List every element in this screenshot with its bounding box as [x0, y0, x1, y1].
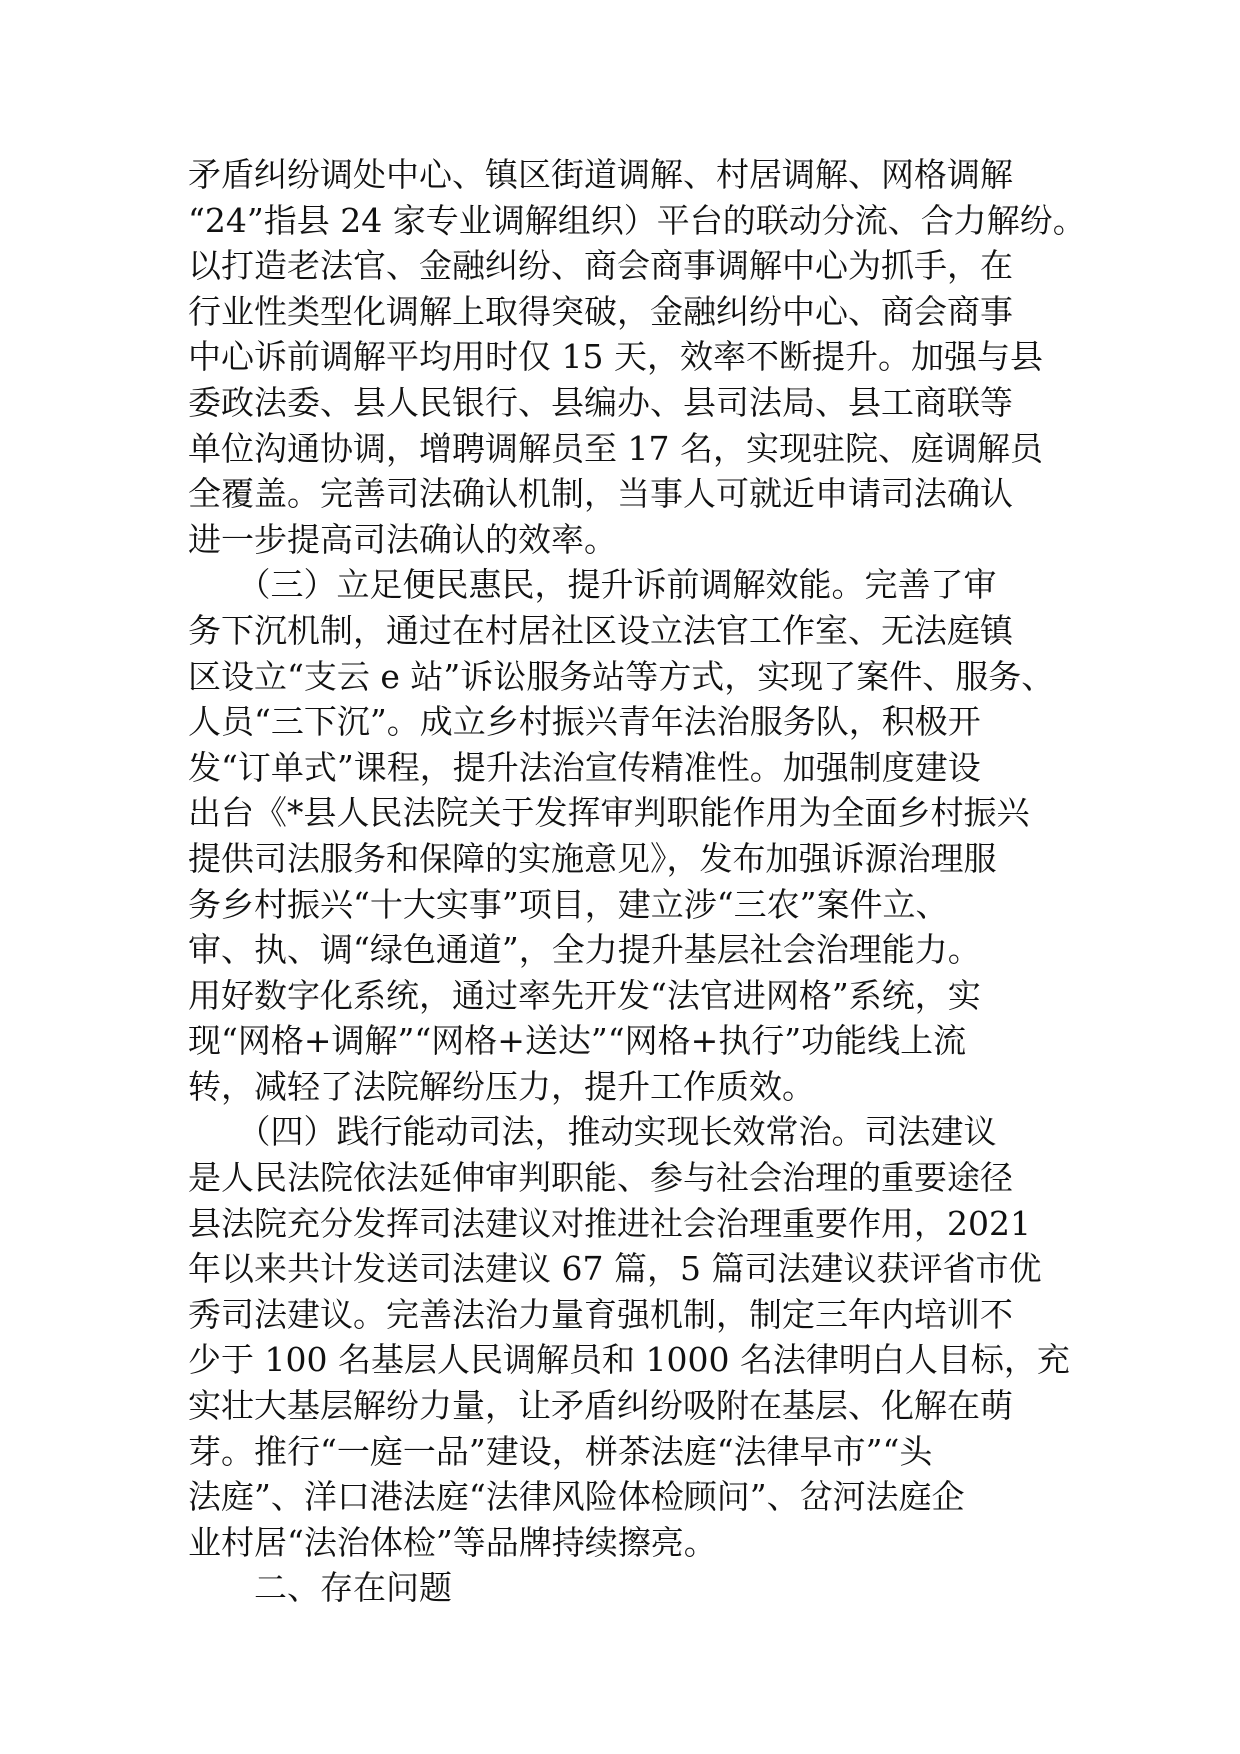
- text-line: 现“网格+调解”“网格+送达”“网格+执行”功能线上流: [188, 1021, 967, 1061]
- text-line: 法庭”、洋口港法庭“法律风险体检顾问”、岔河法庭企: [188, 1477, 965, 1517]
- text-line: 是人民法院依法延伸审判职能、参与社会治理的重要途径: [188, 1158, 1013, 1198]
- section-heading-problems: 二、存在问题: [188, 1568, 452, 1608]
- text-line: 实壮大基层解纷力量，让矛盾纠纷吸附在基层、化解在萌: [188, 1386, 1013, 1426]
- section-heading-4: （四）践行能动司法，推动实现长效常治。司法建议: [188, 1112, 997, 1152]
- text-line: 用好数字化系统，通过率先开发“法官进网格”系统，实: [188, 975, 981, 1015]
- text-line: “24”指县 24 家专业调解组织）平台的联动分流、合力解纷。: [188, 200, 1086, 240]
- text-line: 进一步提高司法确认的效率。: [188, 519, 617, 559]
- text-line: 务下沉机制，通过在村居社区设立法官工作室、无法庭镇: [188, 610, 1013, 650]
- body-text: [188, 152, 1086, 1611]
- text-line: 委政法委、县人民银行、县编办、县司法局、县工商联等: [188, 382, 1013, 422]
- text-line: 中心诉前调解平均用时仅 15 天，效率不断提升。加强与县: [188, 337, 1043, 377]
- text-line: 县法院充分发挥司法建议对推进社会治理重要作用，2021: [188, 1203, 1031, 1243]
- text-line: 务乡村振兴“十大实事”项目，建立涉“三农”案件立、: [188, 884, 949, 924]
- text-line: 秀司法建议。完善法治力量育强机制，制定三年内培训不: [188, 1294, 1013, 1334]
- text-line: 提供司法服务和保障的实施意见》，发布加强诉源治理服: [188, 838, 997, 878]
- text-line: 单位沟通协调，增聘调解员至 17 名，实现驻院、庭调解员: [188, 428, 1043, 468]
- text-line: 少于 100 名基层人民调解员和 1000 名法律明白人目标，充: [188, 1340, 1070, 1380]
- text-line: 行业性类型化调解上取得突破，金融纠纷中心、商会商事: [188, 291, 1013, 331]
- text-line: 转，减轻了法院解纷压力，提升工作质效。: [188, 1066, 815, 1106]
- text-line: 人员“三下沉”。成立乡村振兴青年法治服务队，积极开: [188, 702, 981, 742]
- text-line: 区设立“支云 e 站”诉讼服务站等方式，实现了案件、服务、: [188, 656, 1055, 696]
- text-line: 发“订单式”课程，提升法治宣传精准性。加强制度建设: [188, 747, 981, 787]
- text-line: 年以来共计发送司法建议 67 篇，5 篇司法建议获评省市优: [188, 1249, 1042, 1289]
- section-heading-3: （三）立足便民惠民，提升诉前调解效能。完善了审: [188, 565, 997, 605]
- text-line: 矛盾纠纷调处中心、镇区街道调解、村居调解、网格调解: [188, 155, 1013, 194]
- text-line: 出台《*县人民法院关于发挥审判职能作用为全面乡村振兴: [188, 793, 1030, 833]
- text-line: 审、执、调“绿色通道”，全力提升基层社会治理能力。: [188, 930, 981, 970]
- text-line: 业村居“法治体检”等品牌持续擦亮。: [188, 1522, 717, 1562]
- text-line: 全覆盖。完善司法确认机制，当事人可就近申请司法确认: [188, 474, 1013, 514]
- text-line: 芽。推行“一庭一品”建设，栟茶法庭“法律早市”“头: [188, 1431, 933, 1471]
- text-line: 以打造老法官、金融纠纷、商会商事调解中心为抓手，在: [188, 246, 1013, 286]
